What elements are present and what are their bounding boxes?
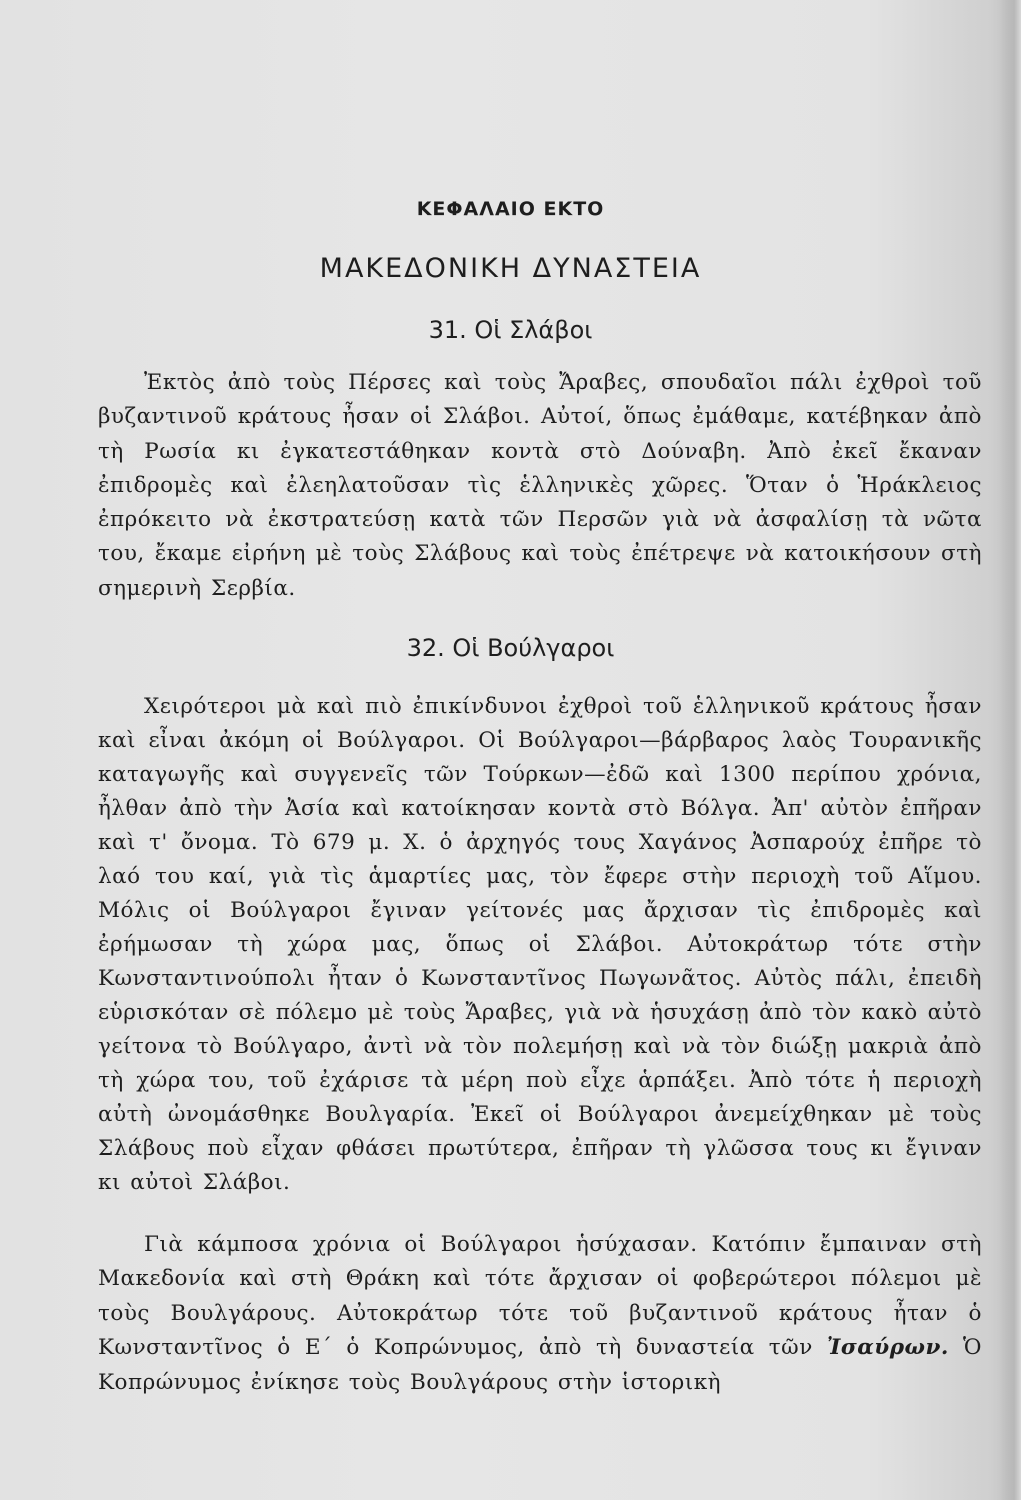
paragraph-slavs: Ἐκτὸς ἀπὸ τοὺς Πέρσες καὶ τοὺς Ἄραβες, σπουδαῖοι πάλι ἐχθροὶ τοῦ βυζαντινοῦ κράτους ἦσαν οἱ Σλάβοι. Αὐτοί, ὅπως ἐμάθαμε, κατέβηκαν ἀπὸ τὴ Ρωσία κι ἐγκατεστάθηκαν κοντὰ στὸ Δούναβη. Ἀπὸ ἐκεῖ ἔκαναν ἐπιδρομὲς καὶ ἐλεηλατοῦσαν τὶς ἑλληνικὲς χῶρες. Ὅταν ὁ Ἡράκλειος ἐπρόκειτο νὰ ἐκστρατεύσῃ κατὰ τῶν Περσῶν γιὰ νὰ ἀσφαλίσῃ τὰ νῶτα του, ἔκαμε εἰρήνη μὲ τοὺς Σλάβους καὶ τοὺς ἐπέτρεψε νὰ κατοικήσουν στὴ σημερινὴ Σερβία. (98, 370, 982, 601)
paragraph-bulgars-1: Χειρότεροι μὰ καὶ πιὸ ἐπικίνδυνοι ἐχθροὶ τοῦ ἑλληνικοῦ κράτους ἦσαν καὶ εἶναι ἀκόμη οἱ Βούλγαροι. Οἱ Βούλγαροι—βάρβαρος λαὸς Τουρανικῆς καταγωγῆς καὶ συγγενεῖς τῶν Τούρκων—ἐδῶ καὶ 1300 περίπου χρόνια, ἦλθαν ἀπὸ τὴν Ἀσία καὶ κατοίκησαν κοντὰ στὸ Βόλγα. Ἀπ' αὐτὸν ἐπῆραν καὶ τ' ὄνομα. Τὸ 679 μ. Χ. ὁ ἀρχηγός τους Χαγάνος Ἀσπαρούχ ἐπῆρε τὸ λαό του καί, γιὰ τὶς ἁμαρτίες μας, τὸν ἔφερε στὴν περιοχὴ τοῦ Αἵμου. Μόλις οἱ Βούλγαροι ἔγιναν γείτονές μας ἄρχισαν τὶς ἐπιδρομὲς καὶ ἐρήμωσαν τὴ χώρα μας, ὅπως οἱ Σλάβοι. Αὐτοκράτωρ τότε στὴν Κωνσταντινούπολι ἦταν ὁ Κωνσταντῖνος Πωγωνᾶτος. Αὐτὸς πάλι, ἐπειδὴ εὑρισκόταν σὲ πόλεμο μὲ τοὺς Ἄραβες, γιὰ νὰ ἡσυχάσῃ ἀπὸ τὸν κακὸ αὐτὸ γείτονα τὸ Βούλγαρο, ἀντὶ νὰ τὸν πολεμήσῃ καὶ νὰ τὸν διώξῃ μακριὰ ἀπὸ τὴ χώρα του, τοῦ ἐχάρισε τὰ μέρη ποὺ εἶχε ἁρπάξει. Ἀπὸ τότε ἡ περιοχὴ αὐτὴ ὠνομάσθηκε Βουλγαρία. Ἐκεῖ οἱ Βούλγαροι ἀνεμείχθηκαν μὲ τοὺς Σλάβους ποὺ εἶχαν φθάσει πρωτύτερα, ἐπῆραν τὴ γλῶσσα τους κι ἔγιναν κι αὐτοὶ Σλάβοι. (98, 694, 982, 1195)
chapter-label: ΚΕΦΑΛΑΙΟ ΕΚΤΟ (416, 198, 605, 220)
page-edge-shadow (999, 0, 1021, 1500)
dynasty-name: Ἰσαύρων. (826, 1335, 949, 1361)
paragraph-bulgars-2 (98, 1228, 982, 1400)
section-heading-31: 31. Οἱ Σλάβοι (428, 316, 593, 344)
paragraph-bulgars-2-continuation: Ὁ Κοπρώνυμος ἐνίκησε τοὺς Βουλγάρους στὴν ἱστορικὴ (98, 1335, 982, 1395)
section-heading-32: 32. Οἱ Βούλγαροι (406, 634, 615, 662)
chapter-title: ΜΑΚΕΔΟΝΙΚΗ ΔΥΝΑΣΤΕΙΑ (319, 253, 702, 284)
paragraph-bulgars-2-text: Γιὰ κάμποσα χρόνια οἱ Βούλγαροι ἡσύχασαν. Κατόπιν ἔμπαιναν στὴ Μακεδονία καὶ στὴ Θράκη καὶ τότε ἄρχισαν οἱ φοβερώτεροι πόλεμοι μὲ τοὺς Βουλγάρους. Αὐτοκράτωρ τότε τοῦ βυζαντινοῦ κράτους ἦταν ὁ Κωνσταντῖνος ὁ Ε΄ ὁ Κοπρώνυμος, ἀπὸ τὴ δυναστεία τῶν (98, 1232, 982, 1361)
